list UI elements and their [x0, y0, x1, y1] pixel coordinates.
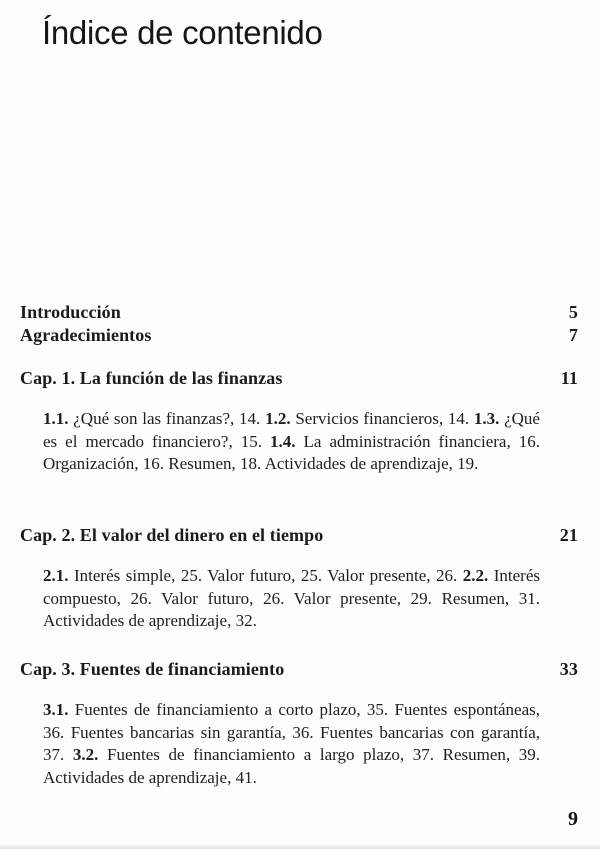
- page-title: Índice de contenido: [42, 14, 323, 51]
- chapter-2-page: 21: [559, 525, 578, 545]
- toc-entry-page: 5: [568, 302, 578, 322]
- chapter-1-title: Cap. 1. La función de las finanzas: [20, 368, 283, 388]
- toc-entry-label: Agradecimientos: [20, 325, 152, 345]
- toc-entry-label: Introducción: [20, 302, 121, 322]
- chapter-2-heading: [20, 524, 578, 547]
- chapter-1-heading: [20, 367, 578, 390]
- front-matter-list: [20, 301, 578, 347]
- chapter-2-title: Cap. 2. El valor del dinero en el tiempo: [20, 525, 324, 545]
- chapter-2-summary: 2.1. Interés simple, 25. Valor futuro, 25. Valor presente, 26. 2.2. Interés compuesto, 26. Valor futuro, 26. Valor presente, 29. Resumen, 31. Actividades de aprendizaje, 32.: [43, 566, 540, 630]
- chapter-3-summary: 3.1. Fuentes de financiamiento a corto plazo, 35. Fuentes espontáneas, 36. Fuentes bancarias sin garantía, 36. Fuentes bancarias con garantía, 37. 3.2. Fuentes de financiamiento a largo plazo, 37. Resumen, 39. Actividades de aprendizaje, 41.: [43, 700, 541, 787]
- scan-edge-artifact: [0, 844, 600, 849]
- toc-entry-introduccion: [20, 301, 578, 324]
- chapter-1-summary: 1.1. ¿Qué son las finanzas?, 14. 1.2. Servicios financieros, 14. 1.3. ¿Qué es el mercado financiero?, 15. 1.4. La administración financiera, 16. Organización, 16. Resumen, 18. Actividades de aprendizaje, 19.: [43, 409, 540, 473]
- toc-entry-page: 7: [568, 325, 578, 345]
- toc-entry-agradecimientos: [20, 324, 578, 347]
- chapter-3-page: 33: [559, 659, 578, 679]
- folio-page-number: 9: [568, 808, 578, 830]
- chapter-3-heading: [20, 658, 578, 681]
- chapter-3-title: Cap. 3. Fuentes de financiamiento: [20, 659, 285, 679]
- chapter-1-page: 11: [560, 368, 578, 388]
